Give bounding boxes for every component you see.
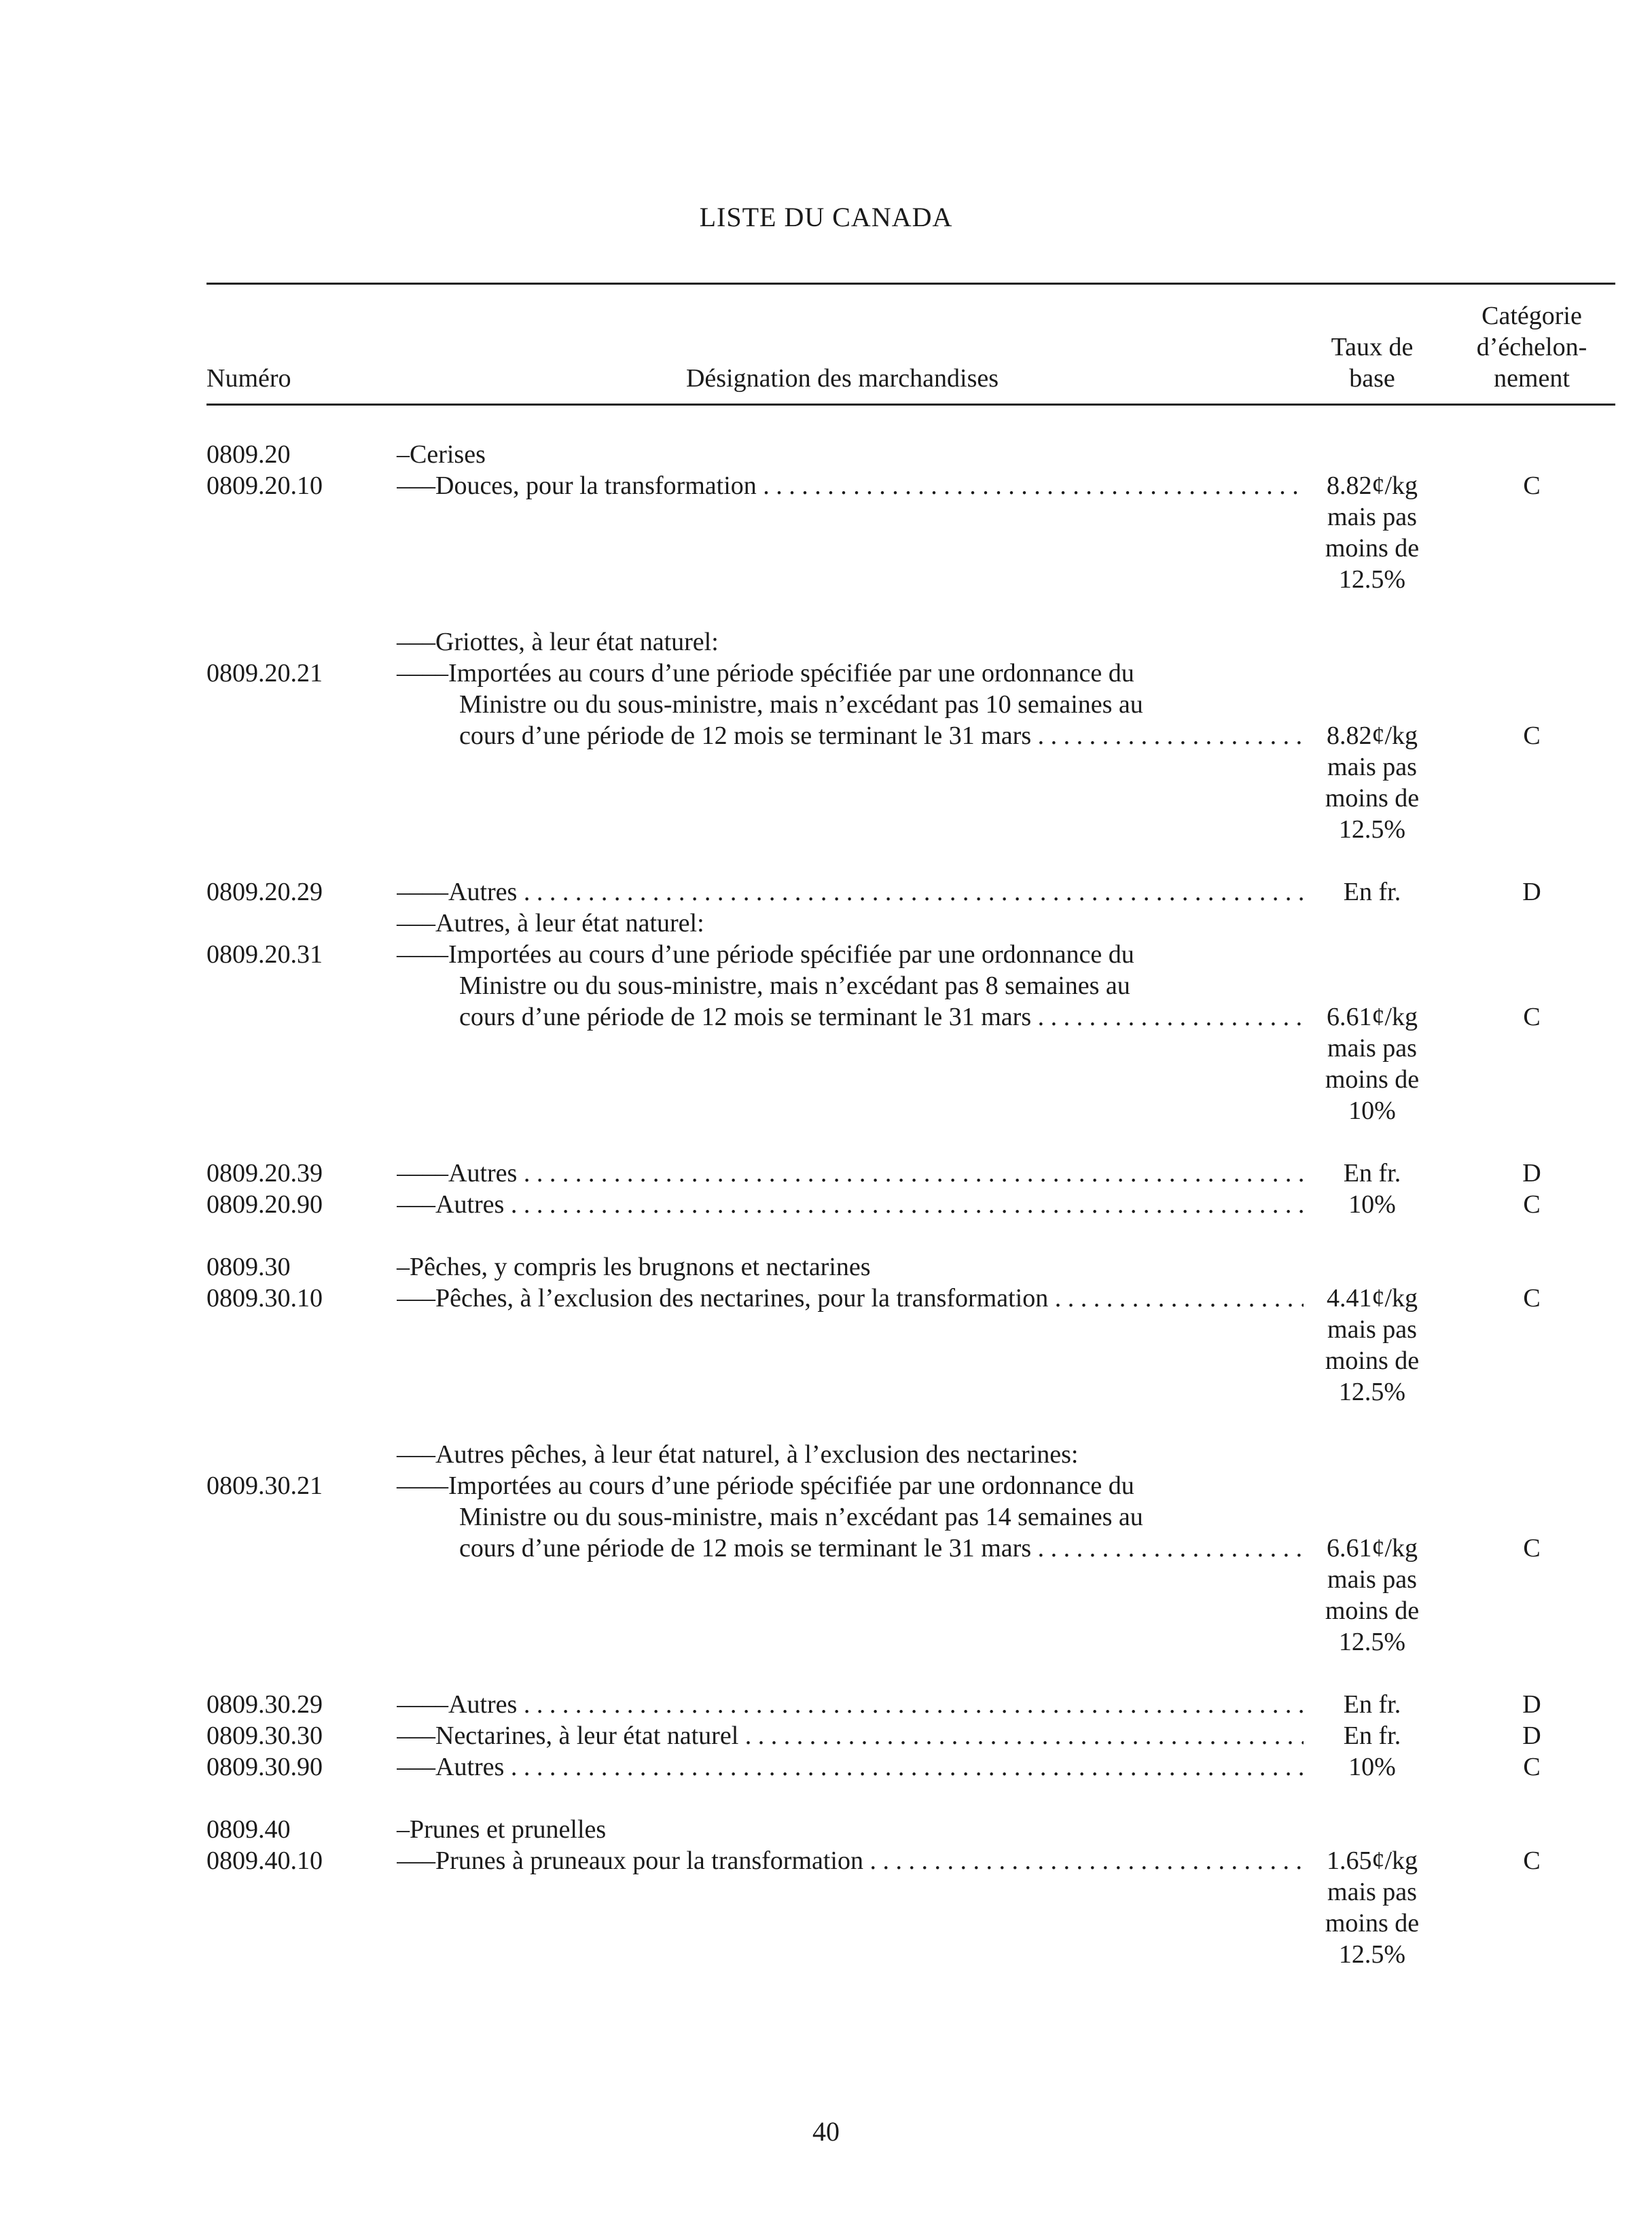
table-row [0, 626, 1652, 658]
row-designation: –––Douces, pour la transformation . . . [397, 470, 1304, 501]
table-row [0, 1158, 1652, 1189]
row-taux-de-base: 10% [1348, 1190, 1396, 1219]
row-designation: –––Pêches, à l’exclusion des nectarines, pour la transformation . . . [397, 1283, 1304, 1314]
row-taux-de-base: 6.61¢/kg [1326, 1003, 1418, 1031]
row-numero: 0809.20.21 [206, 659, 323, 688]
header-categorie-line-2: d’échelon- [1476, 333, 1587, 361]
table-row [0, 439, 1652, 470]
row-numero: 0809.20.10 [206, 471, 323, 500]
table-row [0, 1814, 1652, 1845]
table-row [0, 1689, 1652, 1720]
row-designation: cours d’une période de 12 mois se terminant le 31 mars . . . [459, 1533, 1304, 1564]
row-taux-de-base: 8.82¢/kg [1326, 721, 1418, 750]
row-categorie: C [1523, 1753, 1541, 1781]
table-row [0, 1845, 1652, 1876]
row-designation: –––Autres . . . [397, 1751, 1304, 1783]
table-row [0, 783, 1652, 814]
row-taux-de-base: moins de [1325, 1909, 1420, 1938]
row-taux-de-base: mais pas [1327, 1034, 1417, 1063]
table-row [0, 1876, 1652, 1908]
table-row [0, 908, 1652, 939]
row-taux-de-base: mais pas [1327, 1878, 1417, 1906]
table-row [0, 1283, 1652, 1314]
table-row [0, 1595, 1652, 1626]
row-taux-de-base: 12.5% [1338, 1628, 1406, 1656]
table-row [0, 1439, 1652, 1470]
table-row [0, 751, 1652, 783]
table-row [0, 876, 1652, 908]
table-row [0, 970, 1652, 1001]
row-taux-de-base: En fr. [1343, 1721, 1401, 1750]
table-row [0, 1626, 1652, 1658]
row-taux-de-base: 12.5% [1338, 1940, 1406, 1969]
row-taux-de-base: moins de [1325, 1065, 1420, 1094]
row-taux-de-base: moins de [1325, 1596, 1420, 1625]
row-numero: 0809.30.90 [206, 1753, 323, 1781]
row-designation: ––––Importées au cours d’une période spécifiée par une ordonnance du [397, 1471, 1134, 1500]
row-numero: 0809.20.29 [206, 878, 323, 906]
row-designation: –––Autres, à leur état naturel: [397, 909, 704, 938]
row-numero: 0809.20.31 [206, 940, 323, 969]
table-row [0, 939, 1652, 970]
row-designation: cours d’une période de 12 mois se terminant le 31 mars . . . [459, 1001, 1304, 1033]
row-designation: cours d’une période de 12 mois se terminant le 31 mars . . . [459, 720, 1304, 751]
row-taux-de-base: 12.5% [1338, 1378, 1406, 1406]
row-taux-de-base: En fr. [1343, 878, 1401, 906]
header-numero: Numéro [206, 364, 291, 393]
row-numero: 0809.30 [206, 1253, 291, 1281]
table-row [0, 1314, 1652, 1345]
table-row [0, 564, 1652, 595]
row-numero: 0809.20 [206, 440, 291, 469]
row-designation: ––––Autres . . . [397, 1158, 1304, 1189]
table-row [0, 1501, 1652, 1533]
row-taux-de-base: En fr. [1343, 1159, 1401, 1188]
header-categorie-line-1: Catégorie [1482, 302, 1582, 330]
table-row [0, 1064, 1652, 1095]
row-taux-de-base: moins de [1325, 784, 1420, 813]
row-numero: 0809.20.39 [206, 1159, 323, 1188]
row-taux-de-base: 12.5% [1338, 815, 1406, 844]
table-row [0, 1189, 1652, 1220]
row-taux-de-base: 10% [1348, 1096, 1396, 1125]
row-numero: 0809.40.10 [206, 1846, 323, 1875]
table-row [0, 1345, 1652, 1376]
table-row [0, 1720, 1652, 1751]
row-taux-de-base: 8.82¢/kg [1326, 471, 1418, 500]
row-categorie: C [1523, 1190, 1541, 1219]
row-designation: Ministre ou du sous-ministre, mais n’excédant pas 10 semaines au [459, 690, 1143, 719]
table-row [0, 1001, 1652, 1033]
row-designation: ––––Autres . . . [397, 1689, 1304, 1720]
row-taux-de-base: mais pas [1327, 503, 1417, 531]
row-categorie: C [1523, 1534, 1541, 1563]
row-designation: –Cerises [397, 440, 486, 469]
row-designation: Ministre ou du sous-ministre, mais n’excédant pas 8 semaines au [459, 971, 1130, 1000]
table-row [0, 533, 1652, 564]
table-row [0, 1251, 1652, 1283]
row-taux-de-base: 1.65¢/kg [1326, 1846, 1418, 1875]
row-taux-de-base: 12.5% [1338, 565, 1406, 594]
row-taux-de-base: 10% [1348, 1753, 1396, 1781]
row-taux-de-base: mais pas [1327, 753, 1417, 781]
row-taux-de-base: moins de [1325, 1346, 1420, 1375]
row-categorie: D [1522, 1159, 1541, 1188]
row-categorie: C [1523, 1846, 1541, 1875]
row-designation: –Prunes et prunelles [397, 1815, 607, 1844]
row-designation: ––––Importées au cours d’une période spécifiée par une ordonnance du [397, 940, 1134, 969]
table-row [0, 1533, 1652, 1564]
table-row [0, 1470, 1652, 1501]
row-categorie: C [1523, 1284, 1541, 1313]
table-row [0, 1939, 1652, 1970]
table-row [0, 1376, 1652, 1408]
header-taux-line-2: base [1349, 364, 1395, 393]
table-row [0, 1751, 1652, 1783]
row-designation: Ministre ou du sous-ministre, mais n’excédant pas 14 semaines au [459, 1503, 1143, 1531]
row-designation: –––Griottes, à leur état naturel: [397, 628, 719, 656]
table-row [0, 470, 1652, 501]
row-numero: 0809.30.21 [206, 1471, 323, 1500]
header-categorie-line-3: nement [1494, 364, 1570, 393]
row-categorie: D [1522, 878, 1541, 906]
header-taux-line-1: Taux de [1331, 333, 1414, 361]
row-numero: 0809.30.30 [206, 1721, 323, 1750]
table-row [0, 501, 1652, 533]
row-designation: –––Autres . . . [397, 1189, 1304, 1220]
row-categorie: C [1523, 471, 1541, 500]
table-row [0, 1033, 1652, 1064]
page-number: 40 [812, 2116, 840, 2147]
row-designation: –––Prunes à pruneaux pour la transformation . . . [397, 1845, 1304, 1876]
row-categorie: D [1522, 1690, 1541, 1719]
row-designation: –––Nectarines, à leur état naturel . . . [397, 1720, 1304, 1751]
row-categorie: C [1523, 721, 1541, 750]
table-row [0, 689, 1652, 720]
row-taux-de-base: 4.41¢/kg [1326, 1284, 1418, 1313]
row-designation: –Pêches, y compris les brugnons et nectarines [397, 1253, 871, 1281]
row-numero: 0809.30.10 [206, 1284, 323, 1313]
row-numero: 0809.20.90 [206, 1190, 323, 1219]
row-taux-de-base: 6.61¢/kg [1326, 1534, 1418, 1563]
table-row [0, 720, 1652, 751]
row-taux-de-base: En fr. [1343, 1690, 1401, 1719]
row-taux-de-base: moins de [1325, 534, 1420, 563]
row-numero: 0809.40 [206, 1815, 291, 1844]
table-row [0, 1908, 1652, 1939]
row-taux-de-base: mais pas [1327, 1315, 1417, 1344]
page-title: LISTE DU CANADA [699, 202, 953, 232]
table-row [0, 1095, 1652, 1126]
row-categorie: D [1522, 1721, 1541, 1750]
table-row [0, 1564, 1652, 1595]
row-designation: ––––Importées au cours d’une période spécifiée par une ordonnance du [397, 659, 1134, 688]
row-categorie: C [1523, 1003, 1541, 1031]
table-row [0, 814, 1652, 845]
table-row [0, 658, 1652, 689]
row-taux-de-base: mais pas [1327, 1565, 1417, 1594]
row-designation: ––––Autres . . . [397, 876, 1304, 908]
row-designation: –––Autres pêches, à leur état naturel, à l’exclusion des nectarines: [397, 1440, 1079, 1469]
header-designation: Désignation des marchandises [685, 364, 999, 393]
row-numero: 0809.30.29 [206, 1690, 323, 1719]
